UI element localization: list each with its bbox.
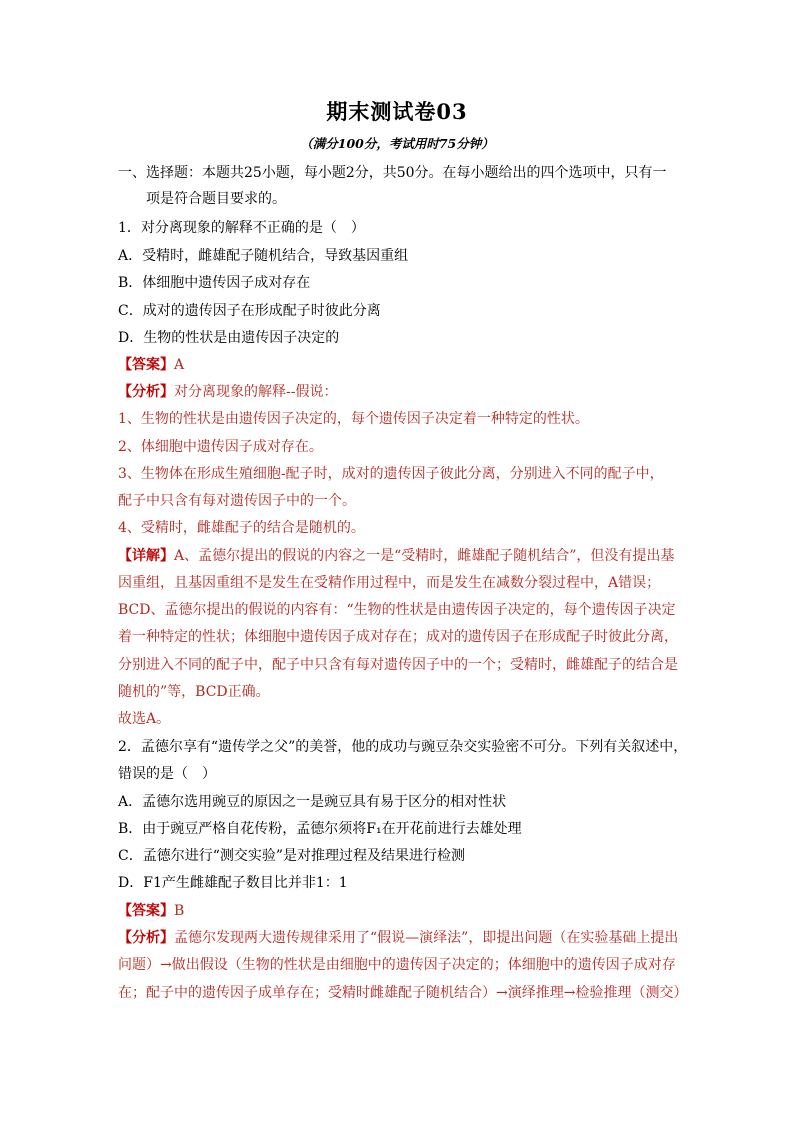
question-2-option-b: B．由于豌豆严格自花传粉，孟德尔须将F₁在开花前进行去雄处理 <box>118 821 522 837</box>
question-2-stem-line-2: 错误的是（ ） <box>118 766 216 782</box>
question-1-option-a: A．受精时，雌雄配子随机结合，导致基因重组 <box>118 248 409 264</box>
question-2-option-a: A．孟德尔选用豌豆的原因之一是豌豆具有易于区分的相对性状 <box>118 794 507 810</box>
detail-line: A、孟德尔提出的假说的内容之一是“受精时，雌雄配子随机结合”，但没有提出基 <box>174 548 675 564</box>
answer-tag: 【答案】 <box>118 903 174 919</box>
section-header-line-1: 一、选择题：本题共25小题，每小题2分，共50分。在每小题给出的四个选项中，只有一 <box>118 165 667 181</box>
answer-tag: 【答案】 <box>118 357 174 373</box>
analysis-intro: 对分离现象的解释--假说： <box>174 384 338 400</box>
question-1-answer <box>118 355 688 375</box>
detail-tag: 【详解】 <box>118 548 174 564</box>
analysis-point: 配子中只含有每对遗传因子中的一个。 <box>118 493 356 509</box>
question-2-analysis <box>118 928 688 948</box>
analysis-line: 在；配子中的遗传因子成单存在；受精时雌雄配子随机结合）→演绎推理→检验推理（测交） <box>118 985 688 1001</box>
analysis-tag: 【分析】 <box>118 384 174 400</box>
question-1-conclusion: 故选A。 <box>118 711 171 727</box>
question-1-option-d: D．生物的性状是由遗传因子决定的 <box>118 330 340 346</box>
detail-line: 因重组，且基因重组不是发生在受精作用过程中，而是发生在减数分裂过程中，A错误； <box>118 575 661 591</box>
analysis-line: 问题）→做出假设（生物的性状是由细胞中的遗传因子决定的；体细胞中的遗传因子成对存 <box>118 957 676 973</box>
question-1-analysis <box>118 382 688 402</box>
analysis-point: 1、生物的性状是由遗传因子决定的，每个遗传因子决定着一种特定的性状。 <box>118 411 589 427</box>
section-header-line-2: 项是符合题目要求的。 <box>146 191 286 207</box>
question-1-stem: 1．对分离现象的解释不正确的是（ ） <box>118 220 365 236</box>
question-2-answer <box>118 901 688 921</box>
detail-line: 分别进入不同的配子中，配子中只含有每对遗传因子中的一个；受精时，雌雄配子的结合是 <box>118 657 678 673</box>
analysis-point: 2、体细胞中遗传因子成对存在。 <box>118 439 323 455</box>
analysis-point: 3、生物体在形成生殖细胞-配子时，成对的遗传因子彼此分离，分别进入不同的配子中， <box>118 466 664 482</box>
question-1-option-b: B．体细胞中遗传因子成对存在 <box>118 275 311 291</box>
detail-line: 着一种特定的性状；体细胞中遗传因子成对存在；成对的遗传因子在形成配子时彼此分离， <box>118 629 678 645</box>
analysis-point: 4、受精时，雌雄配子的结合是随机的。 <box>118 520 365 536</box>
question-1-option-c: C．成对的遗传因子在形成配子时彼此分离 <box>118 303 381 319</box>
detail-line: 随机的”等，BCD正确。 <box>118 684 270 700</box>
analysis-tag: 【分析】 <box>118 930 174 946</box>
question-1-detail <box>118 546 688 566</box>
exam-info: （满分100分，考试用时75分钟） <box>300 136 494 151</box>
question-2-stem-line-1: 2．孟德尔享有“遗传学之父”的美誉，他的成功与豌豆杂交实验密不可分。下列有关叙述中， <box>118 739 688 755</box>
answer-value: B <box>174 903 185 919</box>
question-2-option-d: D．F1产生雌雄配子数目比并非1：1 <box>118 875 348 891</box>
detail-line: BCD、孟德尔提出的假说的内容有：“生物的性状是由遗传因子决定的，每个遗传因子决定 <box>118 602 676 618</box>
page-title: 期末测试卷03 <box>326 99 468 124</box>
answer-value: A <box>174 357 185 373</box>
analysis-line: 孟德尔发现两大遗传规律采用了“假说—演绎法”，即提出问题（在实验基础上提出 <box>174 930 679 946</box>
question-2-option-c: C．孟德尔进行“测交实验”是对推理过程及结果进行检测 <box>118 848 466 864</box>
